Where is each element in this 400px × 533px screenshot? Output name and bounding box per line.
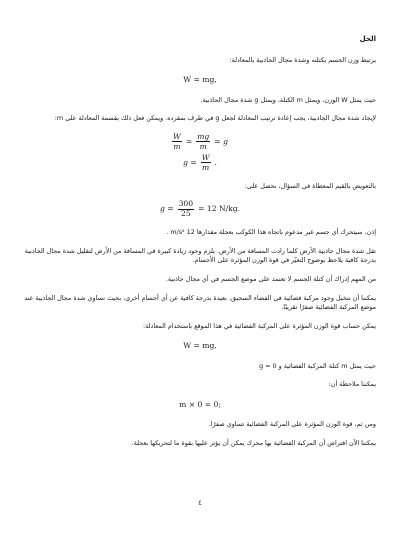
equation-result: = g	[214, 136, 228, 146]
paragraph-engine: يمكننا الآن افتراض أن المركبة الفضائية بها محرك يمكن أن يؤثر عليها بقوة ما لتحريكها بعجلة.	[131, 439, 376, 448]
equation-rearranged	[24, 133, 376, 172]
fraction-w-over-m-2	[201, 154, 211, 172]
paragraph-symbol-definitions: حيث يمثل W الوزن، ويمثل m الكتلة، ويمثل g شدة مجال الجاذبية.	[200, 95, 376, 104]
paragraph-weight-calc: يمكن حساب قوة الوزن المؤثرة على المركبة الفضائية في هذا الموقع باستخدام المعادلة:	[142, 321, 376, 330]
fraction-numerator: W	[173, 131, 181, 141]
fraction-numerator: 300	[178, 199, 194, 209]
solution-heading: الحل	[359, 35, 376, 43]
paragraph-mass-definition: حيث يمثل m كتلة المركبة الفضائية و g = 0	[259, 361, 376, 370]
paragraph-observe: يمكننا ملاحظة أن:	[328, 380, 376, 389]
paragraph-deep-space: يمكننا أن نتخيل وجود مركبة فضائية في الفضاء السحيق، بعيدة بدرجة كافية عن أي أجسام أخرى، بحيث تساوي شدة مجال الجاذبية عند موضع المركبة الفضائية صفرًا تقريبًا.	[24, 293, 376, 312]
equation-result: = 12 N/kg.	[198, 204, 241, 214]
equation-lhs: g =	[159, 204, 174, 214]
fraction-denominator: 25	[181, 209, 191, 219]
equation-period: .	[214, 157, 217, 167]
fraction-numerator: W	[201, 152, 210, 162]
page-number: ٤	[198, 499, 202, 507]
equation-lhs: g =	[183, 157, 197, 167]
paragraph-weight-relation: يرتبط وزن الجسم بكتلته وشدة مجال الجاذبية بالمعادلة:	[229, 55, 376, 64]
equation-numeric	[24, 200, 376, 218]
fraction-denominator: m	[202, 162, 210, 172]
paragraph-field-decrease: تقل شدة مجال جاذبية الأرض كلما زادت المسافة من الأرض. يلزم وجود زيادة كبيرة في المسافة من الأرض لتقليل شدة مجال الجاذبية بدرجة كافية يلاحظ بوضوح التغيّر في قوة الوزن المؤثرة على الأجسام.	[24, 246, 376, 265]
fraction-mg-over-m	[196, 133, 210, 151]
paragraph-mass-independent: من المهم إدراك أن كتلة الجسم لا تعتمد على موضع الجسم في أي مجال جاذبية.	[165, 274, 376, 283]
equals-sign: =	[185, 136, 193, 146]
paragraph-rearrange: لإيجاد شدة مجال الجاذبية، يجب إعادة ترتيب المعادلة لجعل g في طرف بمفرده. ويمكن فعل ذلك بقسمة المعادلة على m:	[54, 114, 376, 123]
paragraph-substitution: بالتعويض بالقيم المعطاة في السؤال، نحصل على:	[244, 181, 376, 190]
paragraph-weight-zero: ومن ثم، قوة الوزن المؤثرة على المركبة الفضائية تساوي صفرًا.	[208, 420, 376, 429]
fraction-w-over-m	[172, 133, 182, 151]
equation-weight-2: W = mg,	[183, 341, 217, 351]
equation-weight: W = mg,	[183, 75, 217, 85]
fraction-numerator: mg	[197, 131, 210, 141]
fraction-denominator: m	[199, 141, 207, 151]
fraction-denominator: m	[173, 141, 181, 151]
fraction-300-over-25	[178, 200, 195, 218]
equation-zero: m × 0 = 0;	[179, 400, 221, 410]
solution-content	[24, 34, 376, 458]
paragraph-acceleration: إذن، سيتحرك أي جسم غير مدعوم باتجاه هذا الكوكب بعجلة مقدارها 12 m/s² .	[166, 228, 376, 237]
